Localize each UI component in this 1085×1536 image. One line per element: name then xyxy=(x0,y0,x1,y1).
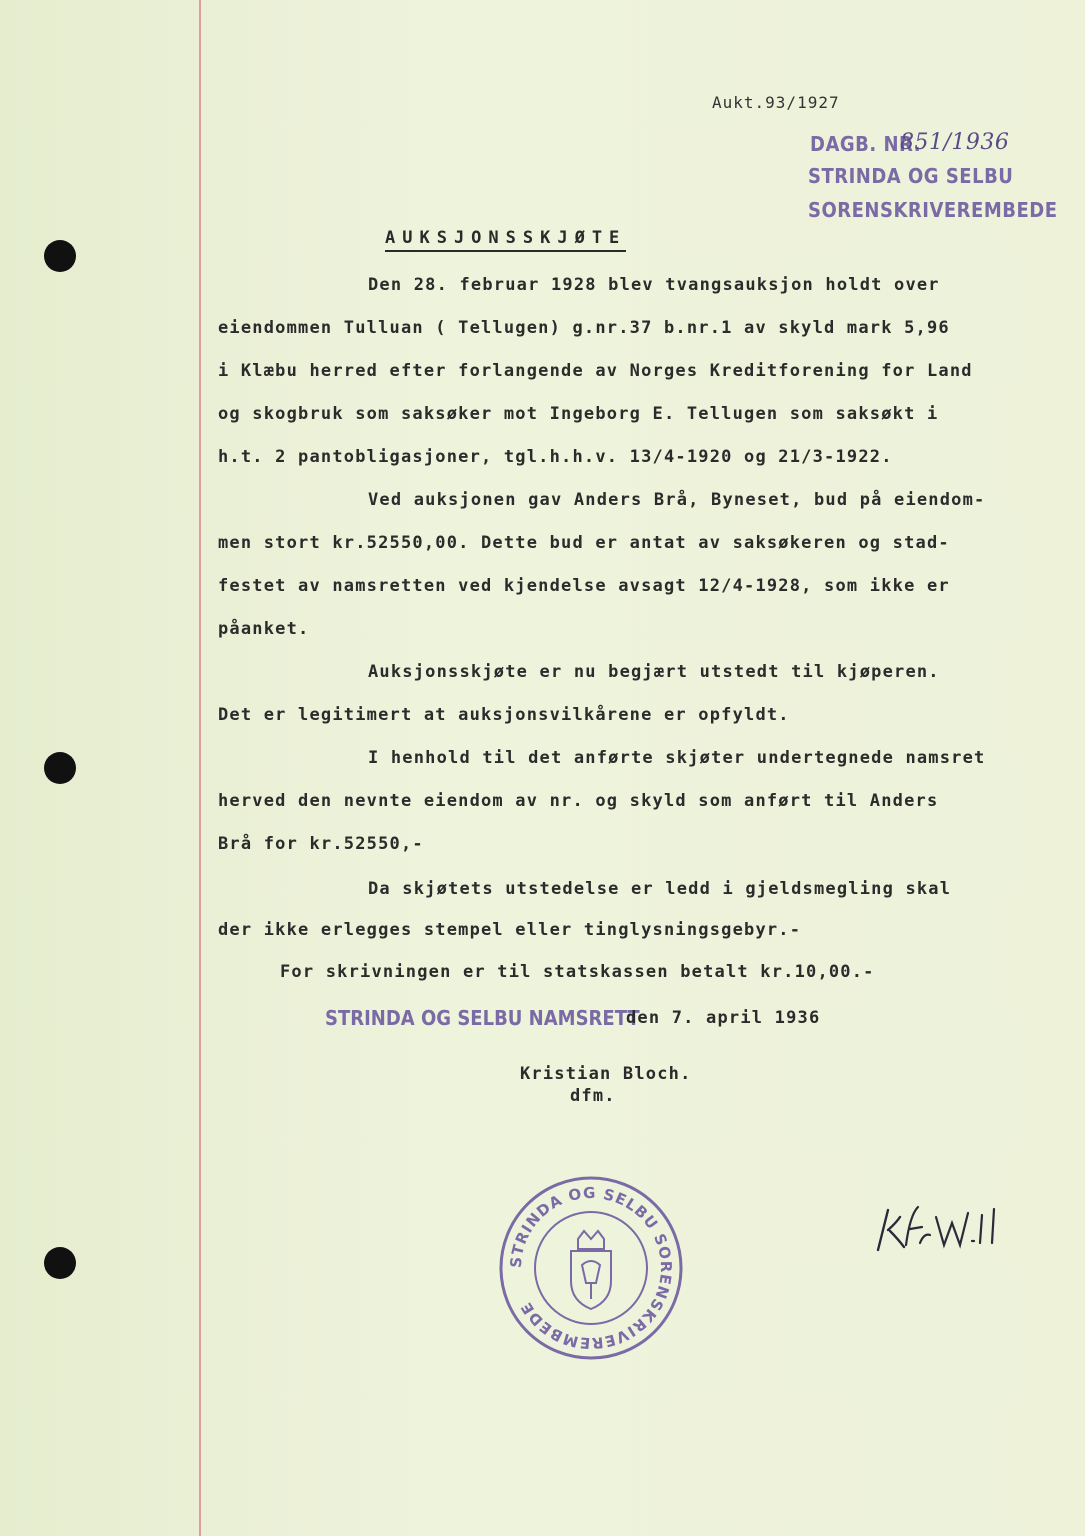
punch-hole-bottom xyxy=(44,1247,76,1279)
signer-title: dfm. xyxy=(570,1086,616,1106)
body-line: eiendommen Tulluan ( Tellugen) g.nr.37 b.nr.1 av skyld mark 5,96 xyxy=(218,318,950,338)
coat-of-arms-icon xyxy=(571,1231,611,1309)
punch-hole-middle xyxy=(44,752,76,784)
document-title: AUKSJONSSKJØTE xyxy=(385,228,626,252)
stamp-office-line: STRINDA OG SELBU xyxy=(808,164,1014,189)
body-line: I henhold til det anførte skjøter undertegnede namsret xyxy=(368,748,986,768)
signer-name: Kristian Bloch. xyxy=(520,1064,692,1084)
body-line: Da skjøtets utstedelse er ledd i gjeldsmegling skal xyxy=(368,879,952,899)
stamp-dagb-label: DAGB. NR. xyxy=(810,132,922,157)
body-line: Brå for kr.52550,- xyxy=(218,834,424,854)
punch-hole-top xyxy=(44,240,76,272)
svg-text:STRINDA OG SELBU SORENSKRIVERE xyxy=(507,1184,675,1352)
body-line: i Klæbu herred efter forlangende av Norges Kreditforening for Land xyxy=(218,361,973,381)
margin-rule xyxy=(199,0,201,1536)
body-line: påanket. xyxy=(218,619,310,639)
body-line: Auksjonsskjøte er nu begjært utstedt til kjøperen. xyxy=(368,662,940,682)
round-seal-stamp xyxy=(496,1173,686,1363)
body-line: h.t. 2 pantobligasjoner, tgl.h.h.v. 13/4-1920 og 21/3-1922. xyxy=(218,447,893,467)
body-line: Ved auksjonen gav Anders Brå, Byneset, bud på eiendom- xyxy=(368,490,986,510)
court-stamp: STRINDA OG SELBU NAMSRETT xyxy=(325,1006,640,1031)
body-line: og skogbruk som saksøker mot Ingeborg E. Tellugen som saksøkt i xyxy=(218,404,939,424)
body-line: herved den nevnte eiendom av nr. og skyld som anført til Anders xyxy=(218,791,939,811)
case-reference: Aukt.93/1927 xyxy=(712,93,840,112)
body-line: festet av namsretten ved kjendelse avsagt 12/4-1928, som ikke er xyxy=(218,576,950,596)
body-line: der ikke erlegges stempel eller tinglysningsgebyr.- xyxy=(218,920,802,940)
closing-date: den 7. april 1936 xyxy=(626,1008,821,1028)
seal-ring-text: STRINDA OG SELBU SORENSKRIVEREMBEDE xyxy=(506,1183,676,1353)
body-line: men stort kr.52550,00. Dette bud er antat av saksøkeren og stad- xyxy=(218,533,950,553)
handwritten-signature xyxy=(870,1195,1020,1265)
stamp-dagb-number: 851/1936 xyxy=(900,130,1010,155)
stamp-office-name: SORENSKRIVEREMBEDE xyxy=(808,198,1058,223)
body-line: For skrivningen er til statskassen betalt kr.10,00.- xyxy=(280,962,875,982)
body-line: Det er legitimert at auksjonsvilkårene er opfyldt. xyxy=(218,705,790,725)
body-line: Den 28. februar 1928 blev tvangsauksjon holdt over xyxy=(368,275,940,295)
